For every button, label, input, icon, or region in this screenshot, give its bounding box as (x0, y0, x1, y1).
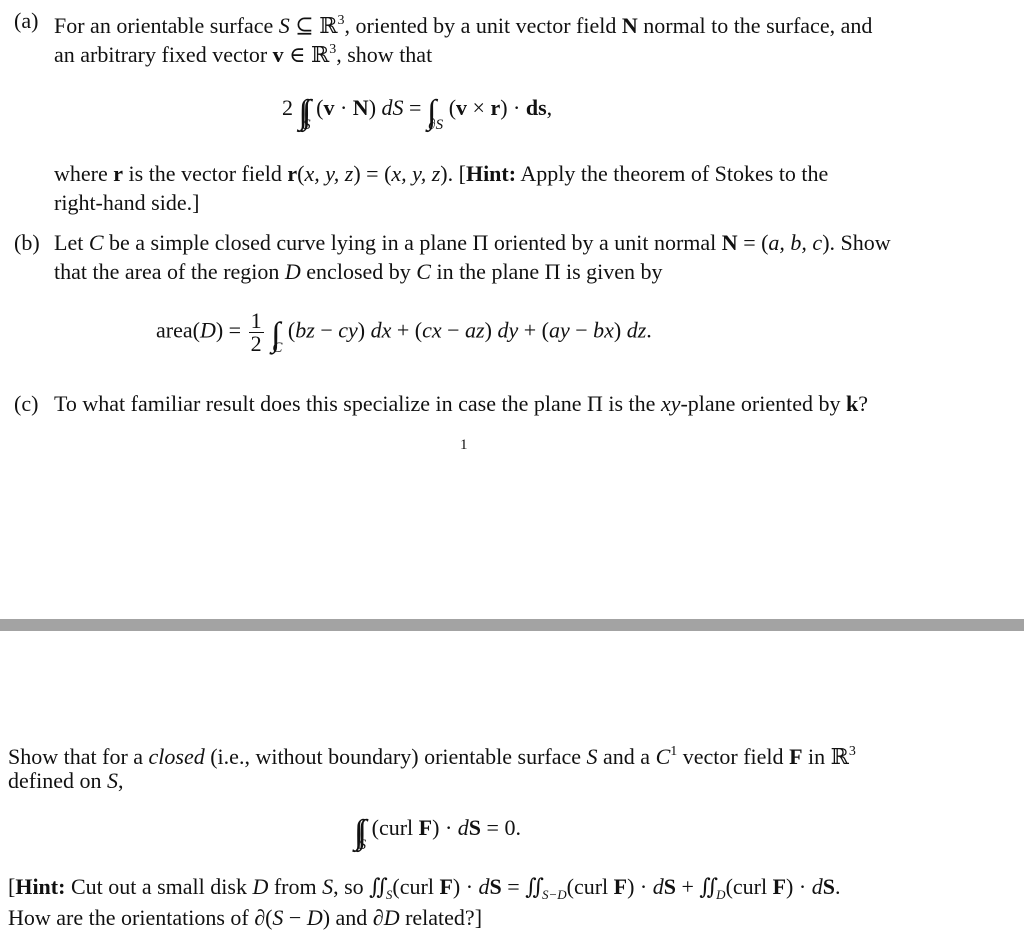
part-b-equation: area(D) = $\frac{1}{2}$ $\int_C$ (bz − cy) dx + (cx − az) dy + (ay − bx) dz. (156, 308, 652, 356)
bottom-hint-2: How are the orientations of ∂(S − D) and ∂D related?] (8, 905, 483, 930)
bottom-line-2: defined on S, (8, 768, 124, 793)
part-c-line-1: To what familiar result does this specialize in case the plane Π is the xy-plane oriented by k? (54, 391, 869, 416)
part-a-label: (a) (14, 8, 39, 33)
bottom-line-1: Show that for a closed (i.e., without boundary) orientable surface S and a $C^1$ vector field F in ℝ$^3$ (8, 744, 856, 769)
page-number: 1 (460, 437, 468, 453)
part-b-line-1: Let C be a simple closed curve lying in a plane Π oriented by a unit normal N = (a, b, c). Show (54, 230, 891, 255)
bottom-hint-1: [Hint: Cut out a small disk D from S, so $∬_S(curl$ F) · dS = $∬_{S-D}(curl$ F) · dS + $∬_D(curl$ F) · dS. (8, 874, 841, 902)
bottom-equation: $\int\int_S$ (curl F) · dS = 0. (354, 814, 521, 853)
part-b-line-2: that the area of the region D enclosed by C in the plane Π is given by (54, 259, 663, 284)
part-a-line-3: where r is the vector field r(x, y, z) = (x, y, z). [Hint: Apply the theorem of Stokes to the (54, 161, 829, 186)
part-b-label: (b) (14, 230, 40, 255)
part-a-equation: 2 $\int\int_S$ (v · N) dS = $\int_{\partial S}$ (v × r) · ds, (282, 94, 553, 133)
part-a-line-2: an arbitrary fixed vector v ∈ ℝ$^3$, show that (54, 42, 433, 67)
part-a-line-4: right-hand side.] (54, 190, 200, 215)
part-c-label: (c) (14, 391, 39, 416)
part-a-line-1: For an orientable surface S ⊆ ℝ$^3$, oriented by a unit vector field N normal to the surface, and (54, 13, 873, 38)
page-separator (0, 619, 1024, 631)
